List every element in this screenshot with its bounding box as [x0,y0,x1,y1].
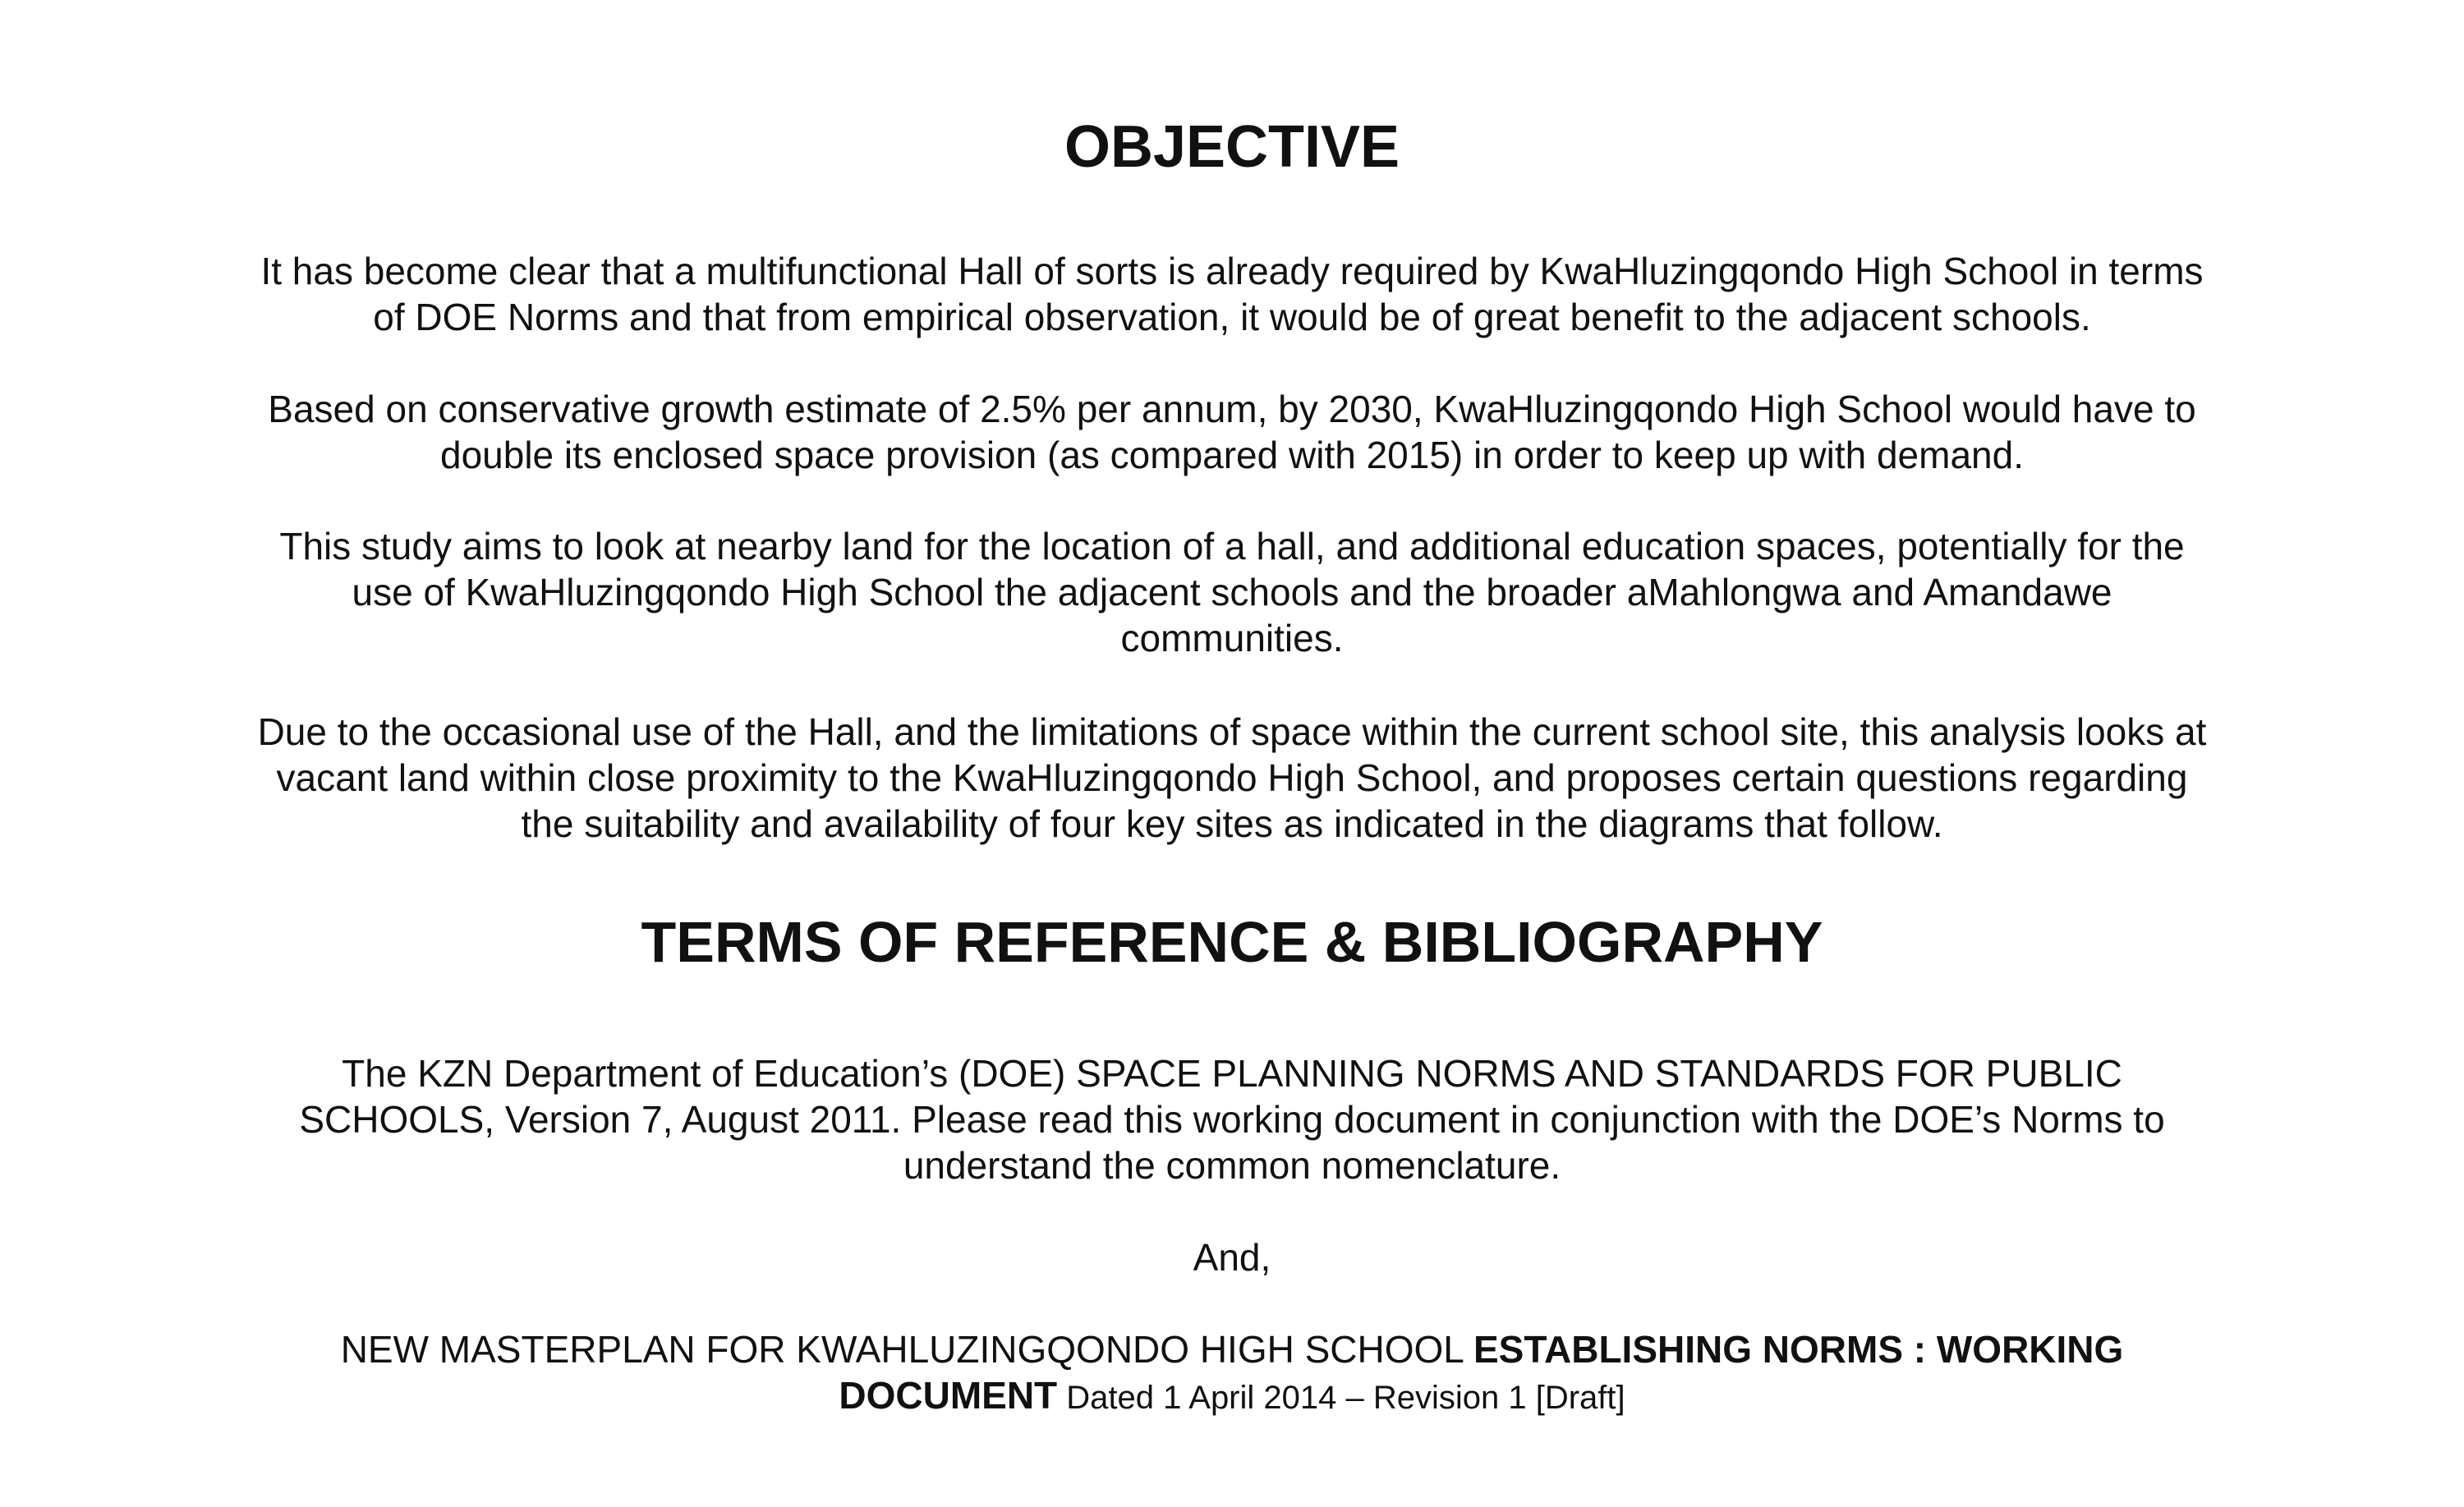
reference-2-bold-title: ESTABLISHING NORMS : WORKING DOCUMENT [839,1328,2124,1417]
reference-2-date: Dated 1 April 2014 – Revision 1 [Draft] [1057,1380,1625,1416]
reference-2 [246,1326,2218,1421]
terms-heading: TERMS OF REFERENCE & BIBLIOGRAPHY [641,910,1823,974]
reference-1: The KZN Department of Education’s (DOE) SPACE PLANNING NORMS AND STANDARDS FOR PUBLIC SCHOOLS, Version 7, August 2011. Please read this working document in conjunction with the DOE’s Norms to understand the common nomenclature. [299,1052,2165,1187]
objective-paragraph-4: Due to the occasional use of the Hall, and the limitations of space within the current school site, this analysis looks at vacant land within close proximity to the KwaHluzingqondo High School, and proposes certain questions regarding the suitability and availability of four key sites as indicated in the diagrams that follow. [257,710,2207,845]
conjunction-text: And, [1193,1236,1271,1279]
objective-paragraph-2: Based on conservative growth estimate of 2.5% per annum, by 2030, KwaHluzingqondo High School would have to double its enclosed space provision (as compared with 2015) in order to keep up with demand. [268,388,2196,476]
reference-2-plain: NEW MASTERPLAN FOR KWAHLUZINGQONDO HIGH SCHOOL [340,1328,1473,1371]
objective-paragraph-3: This study aims to look at nearby land for the location of a hall, and additional education spaces, potentially for the use of KwaHluzingqondo High School the adjacent schools and the broader aMahlongwa and Amandawe communities. [279,525,2185,659]
objective-paragraph-1: It has become clear that a multifunctional Hall of sorts is already required by KwaHluzingqondo High School in terms of DOE Norms and that from empirical observation, it would be of great benefit to the adjacent schools. [260,250,2204,338]
objective-heading: OBJECTIVE [1064,114,1400,180]
